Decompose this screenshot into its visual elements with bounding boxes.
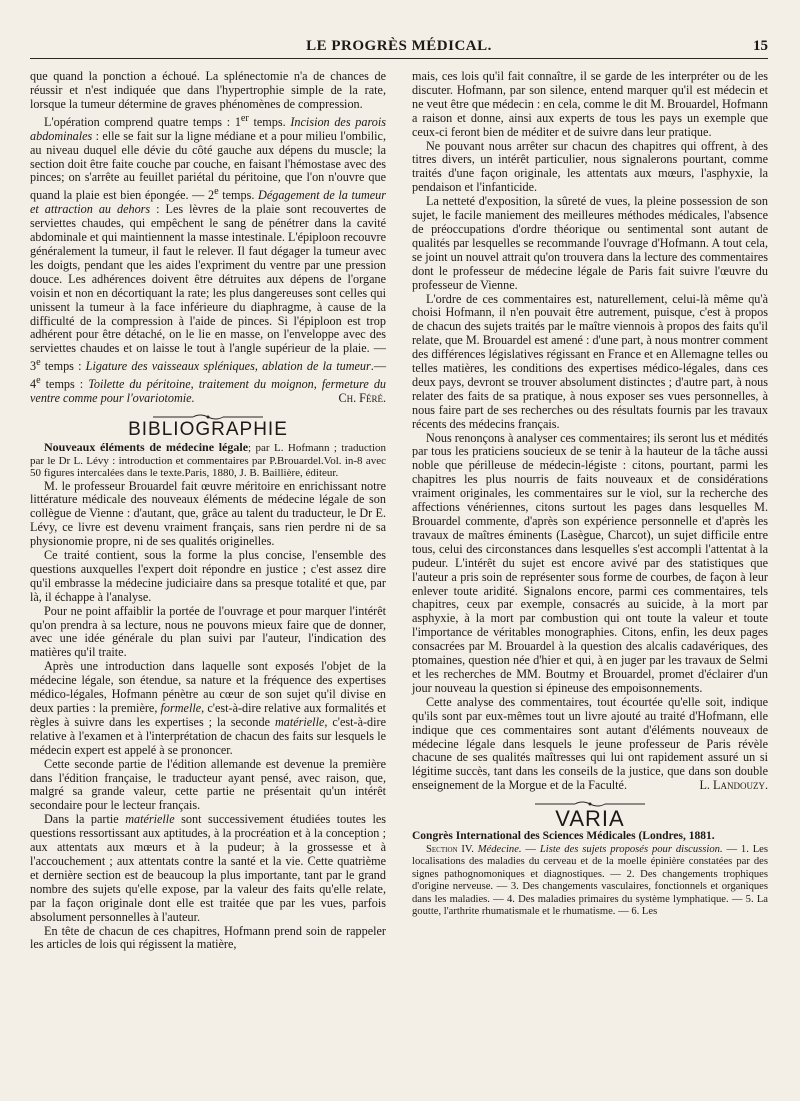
paragraph: mais, ces lois qu'il fait connaître, il se garde de les interpréter ou de les discuter. Hofmann, par son silence, entend marquer qu'il est médecin et ne veut être que médecin : en cela, comme le dit M. Brouardel, Hofmann a raison et donne, ainsi aux experts de tous les pays un exemple que ceux-ci feront bien de méditer et de suivre dans leur pratique. xyxy=(412,69,769,139)
paragraph: Après une introduction dans laquelle sont exposés l'objet de la médecine légale, son étendue, sa nature et la fréquence des expertises médico-légales, Hofmann pénètre au cœur de son sujet qu'il divise en deux parties : la première, formelle, c'est-à-dire relative aux formalités et règles à suivre dans les expertises ; la seconde matérielle, c'est-à-dire relative à l'examen et à l'interprétation de chacun des faits sur lesquels le médecin expert est appelé à se prononcer. xyxy=(30,659,386,757)
paragraph: Pour ne point affaiblir la portée de l'ouvrage et pour marquer l'intérêt qu'on prendra à sa lecture, nous ne pouvons mieux faire que de donner, avec une idée générale du plan suivi par l'auteur, l'indication des matières qu'il traite. xyxy=(30,603,386,660)
paragraph: que quand la ponction a échoué. La splénectomie n'a de chances de réussir et n'est indiquée que dans l'hypertrophie simple de la rate, lorsque la tumeur détermine de graves phénomènes de compression. xyxy=(30,69,386,111)
right-column xyxy=(412,70,768,918)
paragraph: M. le professeur Brouardel fait œuvre méritoire en enrichissant notre littérature médicale des nouveaux éléments de médecine légale de son collègue de Vienne : d'autant, que, grâce au talent du traducteur, le Dr E. Lévy, ce livre est devenu vraiment français, sans rien perdre ni de sa physionomie propre, ni de ses qualités originelles. xyxy=(30,478,386,549)
page-number: 15 xyxy=(753,38,768,54)
book-reference: Nouveaux éléments de médecine légale; par L. Hofmann ; traduction par le Dr L. Lévy : introduction et commentaires par P.Brouardel.Vol. in-8 avec 50 figures intercalées dans le texte.Paris, 1880, J. B. Baillière, éditeur. xyxy=(30,440,386,479)
left-column xyxy=(30,70,386,952)
page-header xyxy=(30,36,768,59)
section-title-varia: VARIA xyxy=(555,806,625,832)
congress-heading: Congrès International des Sciences Médicales (Londres, 1881. xyxy=(412,830,715,843)
paragraph: L'ordre de ces commentaires est, naturellement, celui-là même qu'à choisi Hofmann, il n'en pouvait être autrement, puisque, c'est à propos de chacun des sujets traités par le maître viennois à propos des faits qu'il relate, que M. Brouardel est amené : d'une part, à nous montrer comment des différences législatives régissant en France et en Allemagne telles ou telles matières, les conditions des expertises médico-légales, dans ces deux pays, devront se trouver absolument distinctes ; d'autre part, à nous relater des faits de sa pratique, à nous exposer ses vues personnelles, à nous faire part de ses recherches ou des résultats fournis par les travaux récents des médecins français. xyxy=(412,291,768,431)
journal-title: LE PROGRÈS MÉDICAL. xyxy=(306,38,492,54)
paragraph: Cette seconde partie de l'édition allemande est devenue la première dans l'édition française, le traducteur ayant pensé, avec raison, que, malgré sa grande valeur, cette partie ne présentait qu'un intérêt secondaire pour le lecteur français. xyxy=(30,756,386,813)
paragraph: Ce traité contient, sous la forme la plus concise, l'ensemble des questions auxquelles l'expert doit répondre en justice ; c'est assez dire qu'il embrasse la médecine judiciaire dans sa presque totalité et que, par là, il échappe à l'analyse. xyxy=(30,548,386,604)
paragraph: Cette analyse des commentaires, tout écourtée qu'elle soit, indique qu'ils sont par eux-mêmes tout un livre ajouté au traité d'Hofmann, elle indique que ces commentaires sont autant d'éléments nouveaux de médecine légale dans lesquels le jeune professeur de Paris révèle chacune de ses qualités maîtresses qui lui ont rapidement assuré un si légitime succès, tant dans les conseils de la justice, que dans son double enseignement de la Morgue et de la Faculté. L. Landouzy. xyxy=(412,694,768,793)
paragraph: Nous renonçons à analyser ces commentaires; ils seront lus et médités par tous les praticiens soucieux de se tenir à la hauteur de la tâche aussi noble que périlleuse de médecin-légiste : citons, pourtant, parmi les chapitres les plus nourris de faits nouveaux et de considérations vraiment originales, les commentaires sur le viol, sur la recherche des affections vénériennes, citons surtout les pages dans lesquelles M. Brouardel commente, d'après son expérience personnelle et d'après les travaux de maîtres éminents (Lasègue, Charcot), un sujet difficile entre tous, celui des circonstances dans lesquelles s'est accompli l'attentat à la pudeur. L'intérêt du sujet est encore avivé par des statistiques que l'auteur a pris soin de représenter sous forme de courbes, de façon à leur enlever toute aridité. Signalons encore, parmi ces commentaires, tels chapitres, ceux par exemple, consacrés au suicide, à la mort par asphyxie, à la mort par combustion qui ont toute la valeur et toute l'importance de véritables monographies. Citons, enfin, les deux pages consacrées par M. Brouardel à la question des alcalis cadavériques, des ptomaines, question née d'hier et qui, à en juger par les travaux de Selmi et les recherches de MM. Boutmy et Brouardel, promet d'éclairer d'un jour nouveau la question si épineuse des empoisonnements. xyxy=(412,430,768,695)
author-signature: Ch. Féré. xyxy=(338,391,386,406)
paragraph: En tête de chacun de ces chapitres, Hofmann prend soin de rappeler les articles de lois qui régissent la matière, xyxy=(30,923,386,952)
section-title-bibliographie: BIBLIOGRAPHIE xyxy=(128,419,288,441)
paragraph: Ne pouvant nous arrêter sur chacun des chapitres qui offrent, à des titres divers, un intérêt particulier, nous signalerons pourtant, comme traités d'une façon originale, les attentats aux mœurs, l'asphyxie, la pendaison et l'infanticide. xyxy=(412,138,768,195)
paragraph: Dans la partie matérielle sont successivement étudiées toutes les questions ressortissant aux aptitudes, à la procréation et à la conception ; aux attentats aux mœurs et à la pudeur; à la grossesse et à l'accouchement ; aux attentats contre la santé et la vie. Cette quatrième et dernière section est de beaucoup la plus importante, tant par le grand nombre des sujets qu'elle expose, par la valeur des faits qu'elle relate, par la façon originale dont elle est traitée que par les vues, parfois absolument personnelles à l'auteur. xyxy=(30,812,386,924)
section-list: Section IV. Médecine. — Liste des sujets proposés pour discussion. — 1. Les localisations des maladies du cerveau et de la moelle épinière constatées par des signes pathognomoniques et diagnostiques. — 2. Des changements trophiques d'origine nerveuse. — 3. Des changements vasculaires, fonctionnels et organiques dans les maladies. — 4. Des maladies primaires du système lymphatique. — 5. La goutte, l'arthrite rhumatismale et le rhumatisme. — 6. Les xyxy=(412,843,769,917)
paragraph: La netteté d'exposition, la sûreté de vues, la pleine possession de son sujet, le facile maniement des meilleures méthodes médicales, l'absence de préoccupations d'ordre théorique ou sentimental sont autant de qualités par lesquelles se recommande l'ouvrage d'Hofmann. A tout cela, se joint un nouvel attrait qu'on trouvera dans la lecture des commentaires dont le professeur de médecine légale de Paris fait suivre l'œuvre du professeur de Vienne. xyxy=(412,194,768,292)
author-signature: L. Landouzy. xyxy=(699,778,768,793)
paragraph: L'opération comprend quatre temps : 1er temps. Incision des parois abdominales : elle se fait sur la ligne médiane et a pour milieu l'ombilic, au niveau duquel elle dévie du côté gauche aux dépens du muscle; la section doit être faite couche par couche, en faisant l'hémostase avec des pinces; on s'arrête au feuillet pariétal du péritoine, que l'on n'ouvre que quand la plaie est bien épongée. — 2e temps. Dégagement de la tumeur et attraction au dehors : Les lèvres de la plaie sont recouvertes de serviettes chaudes, qui empêchent le sang de pénétrer dans la cavité abdominale et qui maintiennent la masse intestinale. L'épiploon recouvre généralement la tumeur, il faut le relever. Il faut dégager la tumeur avec les doigts, pendant que les aides l'expriment du ventre par une pression douce. Les adhérences doivent être détruites aux dépens de l'organe voisin et non en décortiquant la rate; les plus dangereuses sont celles qui unissent la tumeur à la face inférieure du diaphragme, à cause de la difficulté de la compression à l'aide de pinces. Si l'épiploon est trop adhérent pour être détaché, on le lie en masse, on l'enveloppe avec des serviettes chaudes et on laisse le tout à l'angle supérieur de la plaie. — 3e temps : Ligature des vaisseaux spléniques, ablation de la tumeur.— 4e temps : Toilette du péritoine, traitement du moignon, fermeture du ventre comme pour l'ovariotomie. Ch. Féré. xyxy=(30,112,387,406)
